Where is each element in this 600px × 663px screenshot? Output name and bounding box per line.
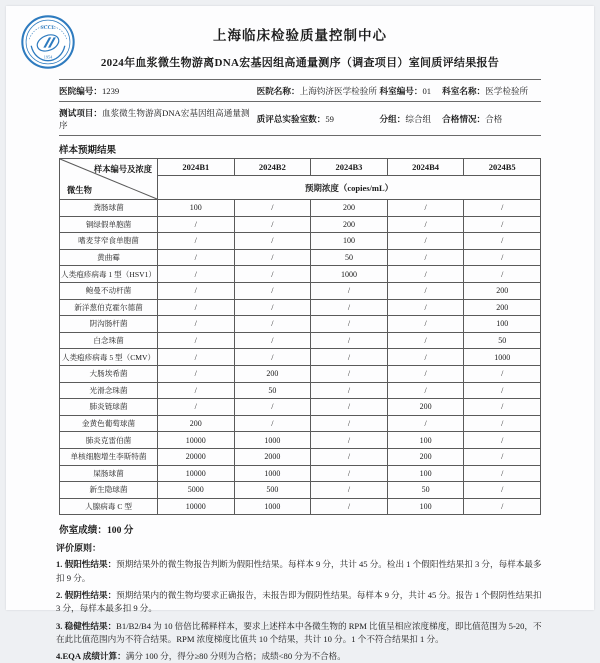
concentration-value-cell: 10000 [158, 465, 235, 482]
table-row [60, 382, 541, 399]
concentration-value-cell: / [234, 216, 311, 233]
concentration-value-cell: / [387, 299, 464, 316]
concentration-value-cell: 200 [464, 299, 541, 316]
concentration-value-cell: 200 [311, 216, 388, 233]
concentration-value-cell: / [311, 498, 388, 515]
concentration-value-cell: / [464, 415, 541, 432]
concentration-value-cell: / [234, 415, 311, 432]
concentration-value-cell: / [464, 249, 541, 266]
concentration-value-cell: 50 [387, 482, 464, 499]
table-row [60, 200, 541, 217]
concentration-value-cell: / [311, 382, 388, 399]
concentration-value-cell: / [464, 498, 541, 515]
organism-name-cell: 铜绿假单胞菌 [60, 216, 158, 233]
concentration-value-cell: / [234, 266, 311, 283]
info-row [59, 102, 541, 136]
concentration-value-cell: / [387, 216, 464, 233]
info-value: 医学检验所 [485, 85, 529, 96]
sample-column-header: 2024B1 [158, 159, 235, 176]
concentration-value-cell: 10000 [158, 432, 235, 449]
table-row [60, 266, 541, 283]
principles-title: 评价原则： [56, 543, 102, 554]
concentration-value-cell: / [387, 266, 464, 283]
info-label: 医院名称： [256, 85, 300, 96]
concentration-value-cell: 5000 [158, 482, 235, 499]
organism-name-cell: 鲍曼不动杆菌 [60, 282, 158, 299]
table-row [60, 332, 541, 349]
concentration-value-cell: 100 [387, 498, 464, 515]
concentration-value-cell: / [311, 332, 388, 349]
table-row [60, 249, 541, 266]
concentration-value-cell: 20000 [158, 448, 235, 465]
concentration-value-cell: / [387, 332, 464, 349]
info-value: 血浆微生物游离DNA宏基因组高通量测序 [59, 107, 250, 130]
concentration-value-cell: / [234, 233, 311, 250]
principle-label: 2. 假阴性结果： [56, 589, 117, 600]
info-label: 合格情况： [442, 113, 486, 124]
concentration-value-cell: / [158, 332, 235, 349]
info-row [59, 80, 541, 102]
table-row [60, 316, 541, 333]
score-line [59, 522, 541, 536]
info-value: 综合组 [405, 113, 432, 124]
concentration-value-cell: 10000 [158, 498, 235, 515]
info-cell [59, 80, 257, 102]
organism-name-cell: 人类疱疹病毒 1 型（HSV1） [60, 266, 158, 283]
concentration-value-cell: / [387, 316, 464, 333]
results-table [59, 158, 541, 515]
report-title: 上海临床检验质量控制中心 [213, 28, 387, 43]
concentration-value-cell: / [311, 299, 388, 316]
concentration-value-cell: / [311, 448, 388, 465]
organism-name-cell: 黄曲霉 [60, 249, 158, 266]
organism-name-cell: 肺炎链球菌 [60, 399, 158, 416]
concentration-value-cell: 200 [387, 448, 464, 465]
concentration-value-cell: / [311, 432, 388, 449]
concentration-value-cell: 1000 [234, 465, 311, 482]
concentration-value-cell: / [311, 282, 388, 299]
concentration-value-cell: 50 [234, 382, 311, 399]
concentration-value-cell: / [387, 349, 464, 366]
sample-column-header: 2024B2 [234, 159, 311, 176]
table-row [60, 216, 541, 233]
concentration-value-cell: 50 [311, 249, 388, 266]
concentration-value-cell: / [234, 349, 311, 366]
concentration-value-cell: 1000 [234, 432, 311, 449]
concentration-value-cell: / [464, 432, 541, 449]
score-label: 你室成绩： [59, 525, 107, 537]
logo-abbr-text: SCCL [40, 24, 56, 31]
concentration-value-cell: / [464, 448, 541, 465]
sample-column-header: 2024B3 [311, 159, 388, 176]
principle-text: 满分 100 分，得分≥80 分则为合格；成绩<80 分为不合格。 [125, 651, 346, 662]
principle-item [56, 589, 544, 616]
info-cell [442, 102, 541, 136]
principle-text: B1/B2/B4 为 10 倍倍比稀释样本，要求上述样本中各微生物的 RPM 比值呈相应浓度梯度，即比值范围为 5-20，不在此比值范围内为不符合结果。RPM 浓度梯度比值共 10 个结果，共计 10 分。1 个不符合结果扣 1 分。 [56, 620, 542, 644]
concentration-value-cell: 500 [234, 482, 311, 499]
info-label: 科室名称： [442, 85, 486, 96]
concentration-value-cell: / [464, 365, 541, 382]
concentration-value-cell: / [387, 200, 464, 217]
info-cell [380, 80, 443, 102]
table-row [60, 349, 541, 366]
table-row [60, 465, 541, 482]
report-page [6, 6, 594, 662]
concentration-value-cell: / [387, 415, 464, 432]
organism-name-cell: 粪肠球菌 [60, 200, 158, 217]
concentration-value-cell: / [464, 266, 541, 283]
info-label: 科室编号： [379, 85, 423, 96]
organism-name-cell: 白念珠菌 [60, 332, 158, 349]
info-label: 医院编号： [59, 85, 102, 96]
table-row [60, 415, 541, 432]
concentration-value-cell: / [464, 382, 541, 399]
concentration-value-cell: / [234, 282, 311, 299]
concentration-value-cell: 1000 [464, 349, 541, 366]
info-cell [442, 80, 541, 102]
logo-year-text: 1954 [43, 54, 53, 60]
concentration-value-cell: 100 [464, 316, 541, 333]
organism-name-cell: 肺炎克雷伯菌 [60, 432, 158, 449]
concentration-value-cell: / [464, 200, 541, 217]
principle-label: 1. 假阳性结果： [56, 559, 117, 570]
concentration-value-cell: / [311, 365, 388, 382]
concentration-value-cell: 1000 [234, 498, 311, 515]
concentration-value-cell: / [311, 482, 388, 499]
evaluation-principles [56, 541, 544, 663]
info-table [59, 79, 541, 136]
concentration-value-cell: / [158, 266, 235, 283]
info-label: 测试项目： [59, 107, 102, 118]
info-cell [257, 102, 380, 136]
organism-name-cell: 屎肠球菌 [60, 465, 158, 482]
concentration-value-cell: 100 [387, 465, 464, 482]
organism-name-cell: 单核细胞增生李斯特菌 [60, 448, 158, 465]
concentration-value-cell: 100 [158, 200, 235, 217]
organism-name-cell: 新生隐球菌 [60, 482, 158, 499]
concentration-value-cell: / [464, 233, 541, 250]
organism-name-cell: 嗜麦芽窄食单胞菌 [60, 233, 158, 250]
concentration-value-cell: / [387, 382, 464, 399]
organism-name-cell: 新洋葱伯克霍尔德菌 [60, 299, 158, 316]
organism-name-cell: 人腺病毒 C 型 [60, 498, 158, 515]
concentration-value-cell: / [387, 365, 464, 382]
sccl-seal-logo [20, 14, 76, 70]
table-row [60, 432, 541, 449]
concentration-value-cell: / [234, 200, 311, 217]
table-row [60, 448, 541, 465]
principle-label: 3. 稳健性结果： [56, 620, 117, 631]
organism-name-cell: 大肠埃希菌 [60, 365, 158, 382]
concentration-value-cell: / [234, 299, 311, 316]
concentration-value-cell: / [234, 316, 311, 333]
organism-name-cell: 金黄色葡萄球菌 [60, 415, 158, 432]
concentration-value-cell: / [158, 233, 235, 250]
info-value: 1239 [101, 85, 120, 96]
sample-column-header: 2024B5 [464, 159, 541, 176]
concentration-value-cell: / [311, 465, 388, 482]
score-value: 100 分 [106, 525, 134, 537]
concentration-value-cell: / [158, 349, 235, 366]
table-row [60, 299, 541, 316]
concentration-value-cell: / [158, 249, 235, 266]
concentration-value-cell: / [464, 465, 541, 482]
organism-name-cell: 阴沟肠杆菌 [60, 316, 158, 333]
corner-header-cell [60, 159, 158, 200]
concentration-value-cell: / [464, 482, 541, 499]
concentration-value-cell: / [158, 399, 235, 416]
principle-item [56, 558, 544, 585]
concentration-value-cell: / [158, 382, 235, 399]
concentration-value-cell: / [311, 399, 388, 416]
concentration-value-cell: 50 [464, 332, 541, 349]
concentration-value-cell: / [234, 332, 311, 349]
sample-column-header: 2024B4 [387, 159, 464, 176]
info-cell [257, 80, 380, 102]
info-cell [380, 102, 443, 136]
concentration-value-cell: / [387, 233, 464, 250]
concentration-value-cell: 200 [464, 282, 541, 299]
concentration-value-cell: 200 [387, 399, 464, 416]
concentration-value-cell: / [387, 249, 464, 266]
info-value: 上海钧济医学检验所 [299, 85, 377, 96]
concentration-value-cell: / [158, 216, 235, 233]
concentration-value-cell: / [158, 365, 235, 382]
principle-label: 4.EQA 成绩计算： [56, 651, 126, 662]
concentration-value-cell: 200 [158, 415, 235, 432]
corner-label-samples: 样本编号及浓度 [93, 165, 152, 174]
principle-text: 预期结果外的微生物报告判断为假阳性结果。每样本 9 分，共计 45 分。检出 1 个假阳性结果扣 3 分，每样本最多扣 9 分。 [56, 559, 542, 583]
unit-header-cell: 预期浓度（copies/mL） [158, 176, 541, 200]
concentration-value-cell: 200 [311, 200, 388, 217]
concentration-value-cell: / [234, 399, 311, 416]
table-row [60, 498, 541, 515]
concentration-value-cell: / [464, 399, 541, 416]
concentration-value-cell: 100 [387, 432, 464, 449]
concentration-value-cell: / [311, 415, 388, 432]
concentration-value-cell: / [464, 216, 541, 233]
concentration-value-cell: / [311, 316, 388, 333]
organism-name-cell: 人类疱疹病毒 5 型（CMV） [60, 349, 158, 366]
concentration-value-cell: / [158, 299, 235, 316]
concentration-value-cell: 1000 [311, 266, 388, 283]
table-row [60, 282, 541, 299]
concentration-value-cell: / [158, 282, 235, 299]
table-row [60, 482, 541, 499]
concentration-value-cell: / [311, 349, 388, 366]
principle-item [56, 650, 544, 663]
section-title: 样本预期结果 [59, 146, 117, 156]
table-row [60, 399, 541, 416]
principle-item [56, 620, 544, 647]
concentration-value-cell: / [234, 249, 311, 266]
info-value: 合格 [485, 113, 503, 124]
table-row [60, 365, 541, 382]
concentration-value-cell: 200 [234, 365, 311, 382]
info-value: 59 [325, 113, 334, 124]
corner-label-microbe: 微生物 [67, 186, 92, 195]
concentration-value-cell: 2000 [234, 448, 311, 465]
info-label: 分组： [379, 113, 406, 124]
info-cell [59, 102, 257, 136]
concentration-value-cell: / [387, 282, 464, 299]
info-label: 质评总实验室数： [256, 113, 326, 124]
concentration-value-cell: 100 [311, 233, 388, 250]
principle-text: 预期结果内的微生物均要求正确报告，未报告即为假阴性结果。每样本 9 分，共计 45 分。报告 1 个假阴性结果扣 3 分，每样本最多扣 9 分。 [56, 589, 542, 614]
concentration-value-cell: / [158, 316, 235, 333]
report-subtitle: 2024年血浆微生物游离DNA宏基因组高通量测序（调查项目）室间质评结果报告 [100, 57, 500, 69]
info-value: 01 [422, 85, 432, 96]
table-row [60, 233, 541, 250]
organism-name-cell: 光滑念珠菌 [60, 382, 158, 399]
